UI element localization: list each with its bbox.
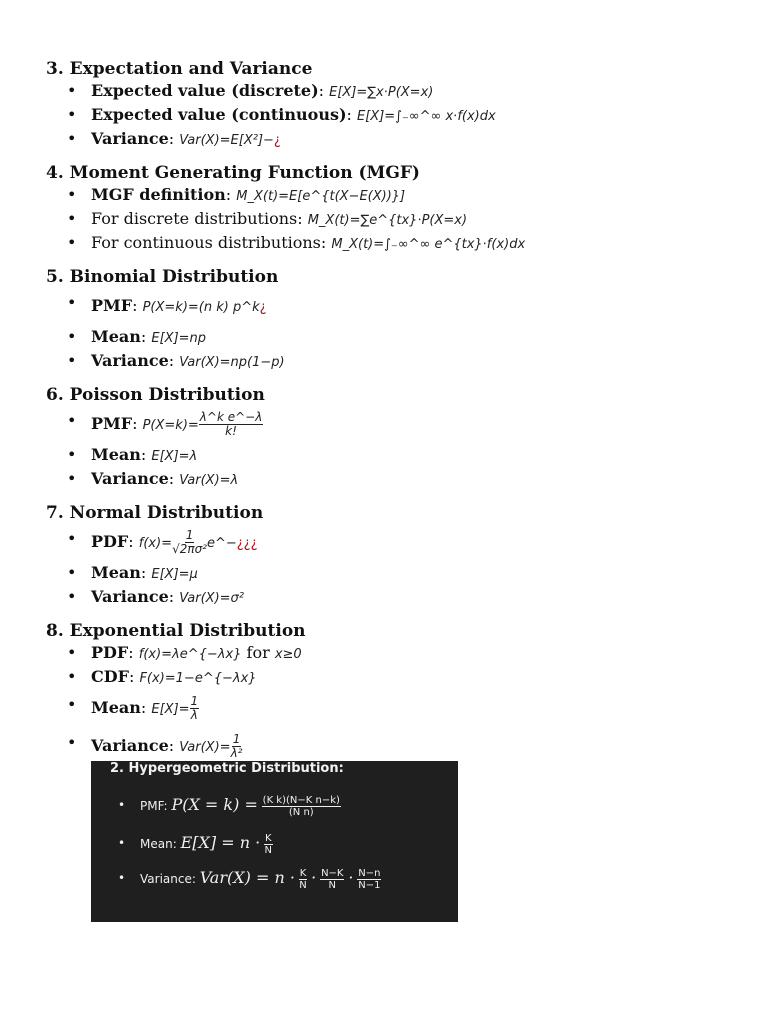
item-sep: : (140, 563, 152, 582)
list-item (140, 785, 458, 826)
section-title: 3. Expectation and Variance (46, 59, 313, 79)
numerator: 1 (185, 528, 194, 542)
formula: Var(X)=λ (179, 473, 239, 488)
item-label: Variance (91, 351, 169, 370)
formula: E[X]= (151, 702, 190, 717)
numerator: N−K (321, 868, 344, 879)
fraction (299, 868, 308, 891)
formula: Var(X)=np(1−p) (179, 355, 285, 370)
panel-title: 2. Hypergeometric Distribution: (110, 761, 344, 776)
render-error-glyph: ¿¿¿ (236, 536, 258, 551)
numerator: λ^k e^−λ (199, 410, 263, 424)
item-label: PDF (91, 532, 129, 551)
item-label: PMF (91, 414, 133, 433)
list-item (91, 184, 746, 208)
denominator: k! (225, 424, 237, 438)
item-label: Mean (91, 445, 141, 464)
formula: E[X]=λ (151, 449, 198, 464)
item-label: Variance (91, 736, 169, 755)
formula: f(x)=λe^{−λx} (138, 647, 242, 662)
formula: Var(X)=E[X²]− (179, 133, 274, 148)
list-item (91, 208, 746, 232)
fraction (320, 868, 344, 891)
formula: F(x)=1−e^{−λx} (139, 671, 257, 686)
bullet-list (46, 80, 746, 152)
item-sep: : (346, 105, 358, 124)
numerator: 1 (232, 732, 241, 746)
item-label: Expected value (discrete) (91, 81, 319, 100)
item-label: Variance (91, 129, 169, 148)
item-sep: : (168, 129, 180, 148)
item-label: PDF (91, 643, 129, 662)
item-label: Variance (91, 587, 169, 606)
formula: P(X = k) = (171, 795, 258, 814)
denominator: N (328, 880, 337, 891)
fraction (172, 529, 207, 556)
formula: Var(X) = n · (199, 868, 295, 887)
denominator: √2πσ² (172, 542, 207, 556)
formula: E[X]=np (151, 331, 207, 346)
list-item (140, 826, 458, 861)
list-item (91, 562, 746, 586)
item-label: Mean (91, 563, 141, 582)
bullet-list (46, 642, 746, 766)
list-item (91, 690, 746, 728)
item-sep: : (140, 327, 152, 346)
item-sep: : (318, 81, 330, 100)
formula: P(X=k)= (142, 418, 199, 433)
list-item (91, 232, 746, 256)
render-error-glyph: ¿ (273, 133, 281, 148)
list-item (91, 104, 746, 128)
item-sep: : (168, 351, 180, 370)
section-exponential (46, 620, 746, 766)
item-sep: : (168, 469, 180, 488)
item-label: PMF (91, 296, 133, 315)
formula: Var(X)=σ² (179, 591, 244, 606)
formula: M_X(t)=∫₋∞^∞ e^{tx}⋅f(x)dx (331, 237, 526, 252)
denominator: (N n) (288, 807, 314, 818)
item-sep: : (132, 414, 143, 433)
denominator: N (299, 880, 307, 891)
item-label: CDF (91, 667, 129, 686)
item-label: Variance (91, 469, 169, 488)
item-sep: : (128, 643, 139, 662)
formula: M_X(t)=∑e^{tx}⋅P(X=x) (307, 213, 468, 228)
list-item (91, 524, 746, 562)
section-normal (46, 502, 746, 610)
dot: · (311, 868, 317, 887)
list-item (91, 642, 746, 666)
list-item (91, 350, 746, 374)
list-item (91, 288, 746, 326)
item-label: Mean: (140, 837, 177, 851)
list-item (91, 666, 746, 690)
item-label: Variance: (140, 872, 196, 886)
bullet-list (46, 288, 746, 374)
section-expectation-variance (46, 58, 746, 152)
formula: E[X] = n · (180, 833, 261, 852)
item-sep: : (128, 667, 140, 686)
item-text: For discrete distributions: (91, 209, 308, 228)
item-label: Mean (91, 327, 141, 346)
item-sep: : (140, 445, 152, 464)
item-sep: : (128, 532, 139, 551)
fraction (264, 833, 273, 856)
denominator: N−1 (358, 880, 381, 891)
item-sep: : (132, 296, 143, 315)
formula: E[X]=∑x⋅P(X=x) (329, 85, 434, 100)
item-label: PMF: (140, 799, 168, 813)
fraction (357, 868, 381, 891)
list-item (91, 80, 746, 104)
formula: E[X]=∫₋∞^∞ x⋅f(x)dx (357, 109, 496, 124)
list-item (91, 406, 746, 444)
numerator: K (265, 833, 272, 844)
denominator: λ² (230, 746, 243, 760)
bullet-list (46, 524, 746, 610)
numerator: (K k)(N−K n−k) (262, 795, 340, 806)
fraction (199, 411, 264, 438)
render-error-glyph: ¿ (259, 300, 267, 315)
dot: · (348, 868, 354, 887)
fraction (231, 733, 243, 760)
list-item (91, 468, 746, 492)
item-sep: : (168, 736, 180, 755)
formula: f(x)= (138, 536, 173, 551)
section-title: 5. Binomial Distribution (46, 267, 279, 287)
section-title: 6. Poisson Distribution (46, 385, 265, 405)
document-body (46, 58, 746, 776)
numerator: 1 (190, 694, 199, 708)
bullet-list (46, 406, 746, 492)
list-item (91, 444, 746, 468)
item-label: Expected value (continuous) (91, 105, 347, 124)
list-item (91, 326, 746, 350)
list-item (91, 586, 746, 610)
formula: M_X(t)=E[e^{t(X−E(X))}] (236, 189, 406, 204)
formula-tail: e^− (206, 536, 237, 551)
list-item (140, 861, 458, 896)
formula: E[X]=μ (151, 567, 198, 582)
item-sep: : (140, 698, 152, 717)
item-text: for (241, 643, 275, 662)
section-mgf (46, 162, 746, 256)
item-sep: : (225, 185, 237, 204)
hypergeometric-screenshot (91, 761, 458, 922)
bullet-list (46, 184, 746, 256)
section-binomial (46, 266, 746, 374)
item-sep: : (168, 587, 180, 606)
section-title: 8. Exponential Distribution (46, 621, 306, 641)
list-item (91, 128, 746, 152)
section-poisson (46, 384, 746, 492)
panel-list (91, 785, 458, 896)
formula: x≥0 (274, 647, 302, 662)
denominator: N (264, 845, 273, 856)
formula: Var(X)= (179, 740, 231, 755)
fraction (190, 695, 200, 722)
fraction (262, 795, 341, 818)
item-label: MGF definition (91, 185, 226, 204)
numerator: N−n (358, 868, 381, 879)
formula: P(X=k)=(n k) p^k (142, 300, 260, 315)
section-title: 4. Moment Generating Function (MGF) (46, 163, 420, 183)
section-title: 7. Normal Distribution (46, 503, 264, 523)
denominator: λ (190, 708, 198, 722)
item-label: Mean (91, 698, 141, 717)
numerator: K (299, 868, 307, 879)
item-text: For continuous distributions: (91, 233, 332, 252)
